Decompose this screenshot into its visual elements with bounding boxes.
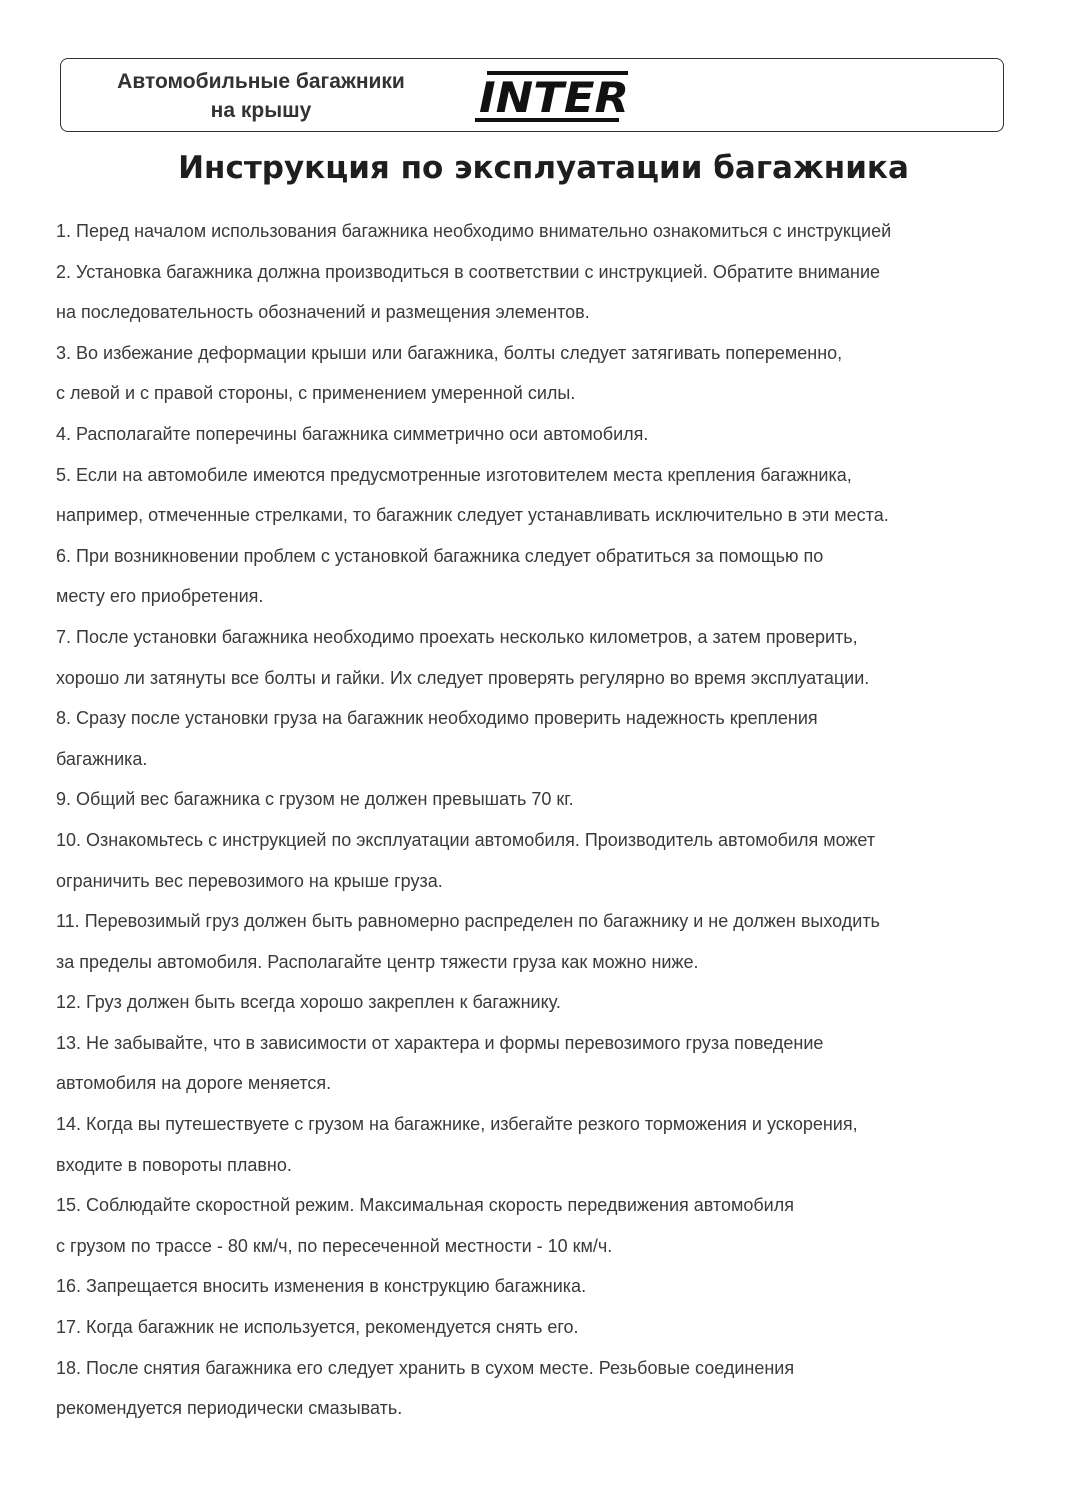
instruction-item bbox=[56, 1307, 1056, 1348]
instruction-line: 7. После установки багажника необходимо проехать несколько километров, а затем проверить, bbox=[56, 626, 858, 647]
instruction-list bbox=[56, 211, 1056, 1429]
header-box bbox=[60, 58, 1004, 132]
instruction-line: 12. Груз должен быть всегда хорошо закреплен к багажнику. bbox=[56, 992, 561, 1013]
header-subtitle bbox=[91, 67, 431, 125]
instruction-line: 11. Перевозимый груз должен быть равномерно распределен по багажнику и не должен выходить bbox=[56, 911, 880, 932]
instruction-line: на последовательность обозначений и размещения элементов. bbox=[56, 302, 590, 323]
instruction-item bbox=[56, 1185, 1056, 1266]
instruction-line: 15. Соблюдайте скоростной режим. Максимальная скорость передвижения автомобиля bbox=[56, 1195, 794, 1216]
instruction-line: 16. Запрещается вносить изменения в конструкцию багажника. bbox=[56, 1276, 587, 1297]
instruction-item bbox=[56, 414, 1056, 455]
instruction-item bbox=[56, 211, 1056, 252]
instruction-line: рекомендуется периодически смазывать. bbox=[56, 1398, 403, 1419]
header-line-2: на крышу bbox=[210, 99, 312, 122]
instruction-line: 1. Перед началом использования багажника необходимо внимательно ознакомиться с инструкцией bbox=[56, 221, 892, 241]
instruction-line: 4. Располагайте поперечины багажника симметрично оси автомобиля. bbox=[56, 423, 649, 444]
instruction-item bbox=[56, 1266, 1056, 1307]
instruction-line: 5. Если на автомобиле имеются предусмотренные изготовителем места крепления багажника, bbox=[56, 464, 852, 485]
instruction-line: 9. Общий вес багажника с грузом не должен превышать 70 кг. bbox=[56, 789, 574, 810]
instruction-line: 18. После снятия багажника его следует хранить в сухом месте. Резьбовые соединения bbox=[56, 1357, 795, 1378]
page-title: Инструкция по эксплуатации багажника bbox=[178, 150, 909, 186]
instruction-line: 2. Установка багажника должна производиться в соответствии с инструкцией. Обратите внимание bbox=[56, 261, 881, 282]
instruction-item bbox=[56, 1023, 1056, 1104]
instruction-line: с левой и с правой стороны, с применением умеренной силы. bbox=[56, 383, 576, 404]
instruction-line: входите в повороты плавно. bbox=[56, 1154, 292, 1175]
instruction-item bbox=[56, 698, 1056, 779]
instruction-item bbox=[56, 333, 1056, 414]
instruction-line: ограничить вес перевозимого на крыше груза. bbox=[56, 870, 443, 891]
instruction-line: за пределы автомобиля. Располагайте центр тяжести груза как можно ниже. bbox=[56, 951, 699, 972]
instruction-line: автомобиля на дороге меняется. bbox=[56, 1073, 332, 1094]
instruction-line: 10. Ознакомьтесь с инструкцией по эксплуатации автомобиля. Производитель автомобиля может bbox=[56, 829, 876, 850]
inter-logo bbox=[473, 68, 633, 124]
instruction-line: багажника. bbox=[56, 748, 148, 769]
instruction-line: хорошо ли затянуты все болты и гайки. Их следует проверять регулярно во время эксплуатации. bbox=[56, 667, 870, 688]
instruction-line: 8. Сразу после установки груза на багажник необходимо проверить надежность крепления bbox=[56, 708, 818, 729]
instruction-item bbox=[56, 455, 1056, 536]
instruction-item bbox=[56, 820, 1056, 901]
instruction-line: месту его приобретения. bbox=[56, 586, 264, 607]
instruction-line: 6. При возникновении проблем с установкой багажника следует обратиться за помощью по bbox=[56, 545, 824, 566]
instruction-item bbox=[56, 779, 1056, 820]
instruction-line: 14. Когда вы путешествуете с грузом на багажнике, избегайте резкого торможения и ускорения, bbox=[56, 1114, 858, 1135]
instruction-line: 17. Когда багажник не используется, рекомендуется снять его. bbox=[56, 1317, 579, 1338]
instruction-item bbox=[56, 617, 1056, 698]
instruction-item bbox=[56, 1348, 1056, 1429]
instruction-line: 13. Не забывайте, что в зависимости от характера и формы перевозимого груза поведение bbox=[56, 1032, 824, 1053]
instruction-item bbox=[56, 536, 1056, 617]
instruction-line: например, отмеченные стрелками, то багажник следует устанавливать исключительно в эти места. bbox=[56, 505, 889, 526]
instruction-line: 3. Во избежание деформации крыши или багажника, болты следует затягивать попеременно, bbox=[56, 342, 843, 363]
instruction-line: с грузом по трассе - 80 км/ч, по пересеченной местности - 10 км/ч. bbox=[56, 1235, 613, 1256]
instruction-item bbox=[56, 252, 1056, 333]
instruction-item bbox=[56, 982, 1056, 1023]
logo-text: INTER bbox=[479, 73, 629, 122]
instruction-item bbox=[56, 901, 1056, 982]
header-line-1: Автомобильные багажники bbox=[117, 70, 405, 93]
instruction-item bbox=[56, 1104, 1056, 1185]
